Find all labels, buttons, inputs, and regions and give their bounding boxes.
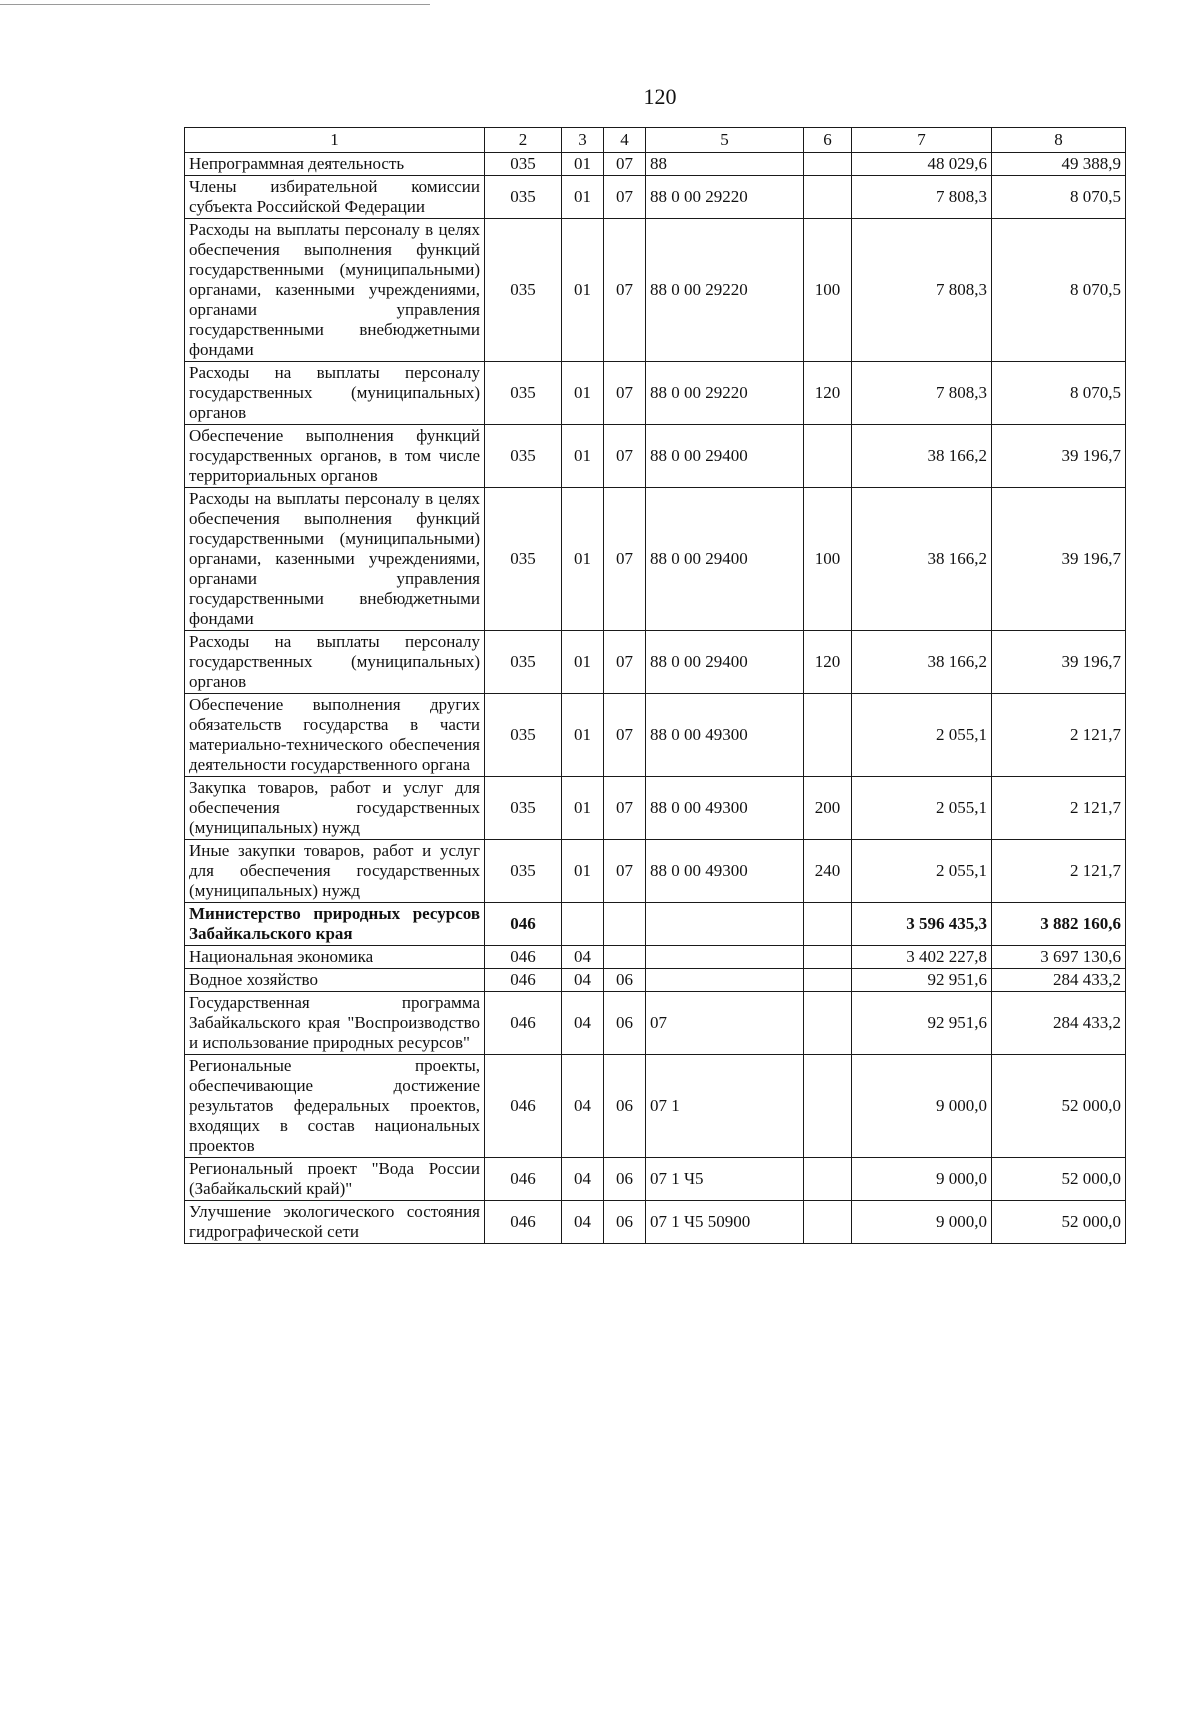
cell-section: 04 (562, 946, 604, 969)
row-name: Национальная экономика (185, 946, 485, 969)
cell-amount-year1: 48 029,6 (852, 153, 992, 176)
row-name: Члены избирательной комиссии субъекта Российской Федерации (185, 176, 485, 219)
cell-section: 04 (562, 1201, 604, 1244)
table-row (185, 1158, 1126, 1201)
cell-subsection (604, 946, 646, 969)
cell-expense-type: 200 (804, 777, 852, 840)
cell-section: 01 (562, 153, 604, 176)
cell-expense-type (804, 969, 852, 992)
cell-subsection: 07 (604, 219, 646, 362)
table-row (185, 153, 1126, 176)
table-row (185, 631, 1126, 694)
column-header: 3 (562, 128, 604, 153)
cell-section: 04 (562, 1158, 604, 1201)
cell-amount-year2: 2 121,7 (992, 777, 1126, 840)
column-header: 5 (646, 128, 804, 153)
cell-expense-type (804, 1201, 852, 1244)
cell-section: 04 (562, 992, 604, 1055)
cell-amount-year2: 8 070,5 (992, 219, 1126, 362)
cell-ministry-code: 035 (485, 631, 562, 694)
cell-subsection: 07 (604, 694, 646, 777)
cell-subsection: 06 (604, 1158, 646, 1201)
header-row (185, 128, 1126, 153)
row-name: Расходы на выплаты персоналу в целях обеспечения выполнения функций государственными (муниципальными) органами, казенными учреждениями, органами управления государственными внебюджетными фондами (185, 219, 485, 362)
cell-amount-year2: 3 697 130,6 (992, 946, 1126, 969)
row-name: Непрограммная деятельность (185, 153, 485, 176)
cell-amount-year2: 284 433,2 (992, 992, 1126, 1055)
cell-ministry-code: 035 (485, 694, 562, 777)
cell-ministry-code: 035 (485, 219, 562, 362)
cell-section: 01 (562, 362, 604, 425)
row-name: Расходы на выплаты персоналу в целях обеспечения выполнения функций государственными (муниципальными) органами, казенными учреждениями, органами управления государственными внебюджетными фондами (185, 488, 485, 631)
table-row (185, 694, 1126, 777)
row-name: Государственная программа Забайкальского края "Воспроизводство и использование природных ресурсов" (185, 992, 485, 1055)
row-name: Иные закупки товаров, работ и услуг для обеспечения государственных (муниципальных) нужд (185, 840, 485, 903)
cell-amount-year2: 52 000,0 (992, 1158, 1126, 1201)
row-name: Закупка товаров, работ и услуг для обеспечения государственных (муниципальных) нужд (185, 777, 485, 840)
cell-amount-year1: 3 596 435,3 (852, 903, 992, 946)
cell-amount-year2: 8 070,5 (992, 362, 1126, 425)
table-row (185, 777, 1126, 840)
cell-subsection: 07 (604, 176, 646, 219)
cell-expense-type: 120 (804, 631, 852, 694)
cell-ministry-code: 035 (485, 362, 562, 425)
cell-subsection: 07 (604, 777, 646, 840)
cell-subsection: 07 (604, 153, 646, 176)
cell-target-article: 88 0 00 29220 (646, 362, 804, 425)
cell-amount-year2: 39 196,7 (992, 631, 1126, 694)
top-rule (0, 4, 430, 5)
cell-amount-year1: 2 055,1 (852, 694, 992, 777)
cell-amount-year1: 9 000,0 (852, 1055, 992, 1158)
cell-amount-year1: 3 402 227,8 (852, 946, 992, 969)
cell-section: 01 (562, 840, 604, 903)
table-row (185, 1055, 1126, 1158)
cell-expense-type (804, 992, 852, 1055)
cell-ministry-code: 046 (485, 969, 562, 992)
cell-ministry-code: 046 (485, 946, 562, 969)
cell-ministry-code: 035 (485, 488, 562, 631)
cell-target-article: 07 1 Ч5 (646, 1158, 804, 1201)
cell-section: 04 (562, 969, 604, 992)
cell-ministry-code: 035 (485, 425, 562, 488)
cell-expense-type (804, 153, 852, 176)
cell-ministry-code: 046 (485, 992, 562, 1055)
cell-amount-year1: 2 055,1 (852, 777, 992, 840)
cell-target-article: 88 0 00 49300 (646, 777, 804, 840)
cell-amount-year1: 38 166,2 (852, 425, 992, 488)
cell-amount-year1: 92 951,6 (852, 969, 992, 992)
row-name: Расходы на выплаты персоналу государственных (муниципальных) органов (185, 631, 485, 694)
table-row (185, 946, 1126, 969)
cell-amount-year1: 9 000,0 (852, 1158, 992, 1201)
cell-subsection: 06 (604, 969, 646, 992)
cell-ministry-code: 035 (485, 777, 562, 840)
cell-ministry-code: 035 (485, 153, 562, 176)
cell-expense-type (804, 1158, 852, 1201)
cell-subsection: 07 (604, 488, 646, 631)
cell-amount-year1: 7 808,3 (852, 219, 992, 362)
page-number: 120 (643, 84, 677, 109)
cell-section (562, 903, 604, 946)
table-row (185, 425, 1126, 488)
cell-subsection: 07 (604, 425, 646, 488)
cell-ministry-code: 035 (485, 840, 562, 903)
table-row (185, 362, 1126, 425)
cell-amount-year2: 2 121,7 (992, 840, 1126, 903)
table-row (185, 488, 1126, 631)
row-name: Министерство природных ресурсов Забайкальского края (185, 903, 485, 946)
cell-target-article: 88 0 00 49300 (646, 694, 804, 777)
cell-amount-year2: 49 388,9 (992, 153, 1126, 176)
cell-amount-year2: 39 196,7 (992, 488, 1126, 631)
budget-table (184, 127, 1126, 1244)
cell-section: 04 (562, 1055, 604, 1158)
cell-expense-type (804, 694, 852, 777)
column-header: 6 (804, 128, 852, 153)
row-name: Региональные проекты, обеспечивающие достижение результатов федеральных проектов, входящих в состав национальных проектов (185, 1055, 485, 1158)
cell-amount-year1: 7 808,3 (852, 176, 992, 219)
cell-target-article: 88 0 00 29400 (646, 488, 804, 631)
cell-section: 01 (562, 219, 604, 362)
cell-section: 01 (562, 176, 604, 219)
cell-subsection: 07 (604, 840, 646, 903)
cell-expense-type: 120 (804, 362, 852, 425)
cell-target-article: 88 0 00 29400 (646, 631, 804, 694)
cell-subsection: 06 (604, 992, 646, 1055)
cell-target-article: 88 0 00 29220 (646, 176, 804, 219)
cell-expense-type: 240 (804, 840, 852, 903)
cell-target-article: 88 0 00 49300 (646, 840, 804, 903)
cell-amount-year1: 7 808,3 (852, 362, 992, 425)
cell-expense-type (804, 425, 852, 488)
cell-expense-type (804, 946, 852, 969)
cell-expense-type: 100 (804, 488, 852, 631)
cell-target-article: 07 1 (646, 1055, 804, 1158)
cell-expense-type (804, 1055, 852, 1158)
column-header: 8 (992, 128, 1126, 153)
cell-amount-year1: 9 000,0 (852, 1201, 992, 1244)
cell-amount-year2: 39 196,7 (992, 425, 1126, 488)
cell-subsection: 06 (604, 1201, 646, 1244)
table-row (185, 903, 1126, 946)
row-name: Региональный проект "Вода России (Забайкальский край)" (185, 1158, 485, 1201)
row-name: Обеспечение выполнения функций государственных органов, в том числе территориальных органов (185, 425, 485, 488)
row-name: Расходы на выплаты персоналу государственных (муниципальных) органов (185, 362, 485, 425)
column-header: 4 (604, 128, 646, 153)
cell-amount-year2: 3 882 160,6 (992, 903, 1126, 946)
cell-ministry-code: 046 (485, 903, 562, 946)
cell-amount-year2: 52 000,0 (992, 1055, 1126, 1158)
table-row (185, 840, 1126, 903)
cell-target-article (646, 969, 804, 992)
cell-amount-year2: 8 070,5 (992, 176, 1126, 219)
cell-amount-year1: 38 166,2 (852, 631, 992, 694)
cell-target-article (646, 946, 804, 969)
cell-amount-year1: 92 951,6 (852, 992, 992, 1055)
cell-subsection (604, 903, 646, 946)
cell-target-article: 07 (646, 992, 804, 1055)
table-row (185, 992, 1126, 1055)
row-name: Водное хозяйство (185, 969, 485, 992)
row-name: Улучшение экологического состояния гидрографической сети (185, 1201, 485, 1244)
cell-target-article: 88 (646, 153, 804, 176)
cell-ministry-code: 046 (485, 1201, 562, 1244)
column-header: 7 (852, 128, 992, 153)
cell-target-article: 88 0 00 29220 (646, 219, 804, 362)
cell-ministry-code: 035 (485, 176, 562, 219)
cell-ministry-code: 046 (485, 1158, 562, 1201)
column-header: 2 (485, 128, 562, 153)
cell-target-article: 07 1 Ч5 50900 (646, 1201, 804, 1244)
cell-amount-year2: 52 000,0 (992, 1201, 1126, 1244)
cell-section: 01 (562, 631, 604, 694)
cell-expense-type: 100 (804, 219, 852, 362)
cell-subsection: 06 (604, 1055, 646, 1158)
cell-amount-year1: 38 166,2 (852, 488, 992, 631)
cell-section: 01 (562, 777, 604, 840)
cell-subsection: 07 (604, 631, 646, 694)
cell-ministry-code: 046 (485, 1055, 562, 1158)
cell-section: 01 (562, 488, 604, 631)
cell-target-article: 88 0 00 29400 (646, 425, 804, 488)
cell-section: 01 (562, 694, 604, 777)
cell-amount-year2: 2 121,7 (992, 694, 1126, 777)
column-header: 1 (185, 128, 485, 153)
table-row (185, 176, 1126, 219)
cell-expense-type (804, 903, 852, 946)
table-row (185, 969, 1126, 992)
table-row (185, 1201, 1126, 1244)
table-body (185, 153, 1126, 1244)
cell-amount-year1: 2 055,1 (852, 840, 992, 903)
cell-amount-year2: 284 433,2 (992, 969, 1126, 992)
cell-subsection: 07 (604, 362, 646, 425)
cell-expense-type (804, 176, 852, 219)
cell-target-article (646, 903, 804, 946)
cell-section: 01 (562, 425, 604, 488)
row-name: Обеспечение выполнения других обязательств государства в части материально-технического обеспечения деятельности государственного органа (185, 694, 485, 777)
table-row (185, 219, 1126, 362)
